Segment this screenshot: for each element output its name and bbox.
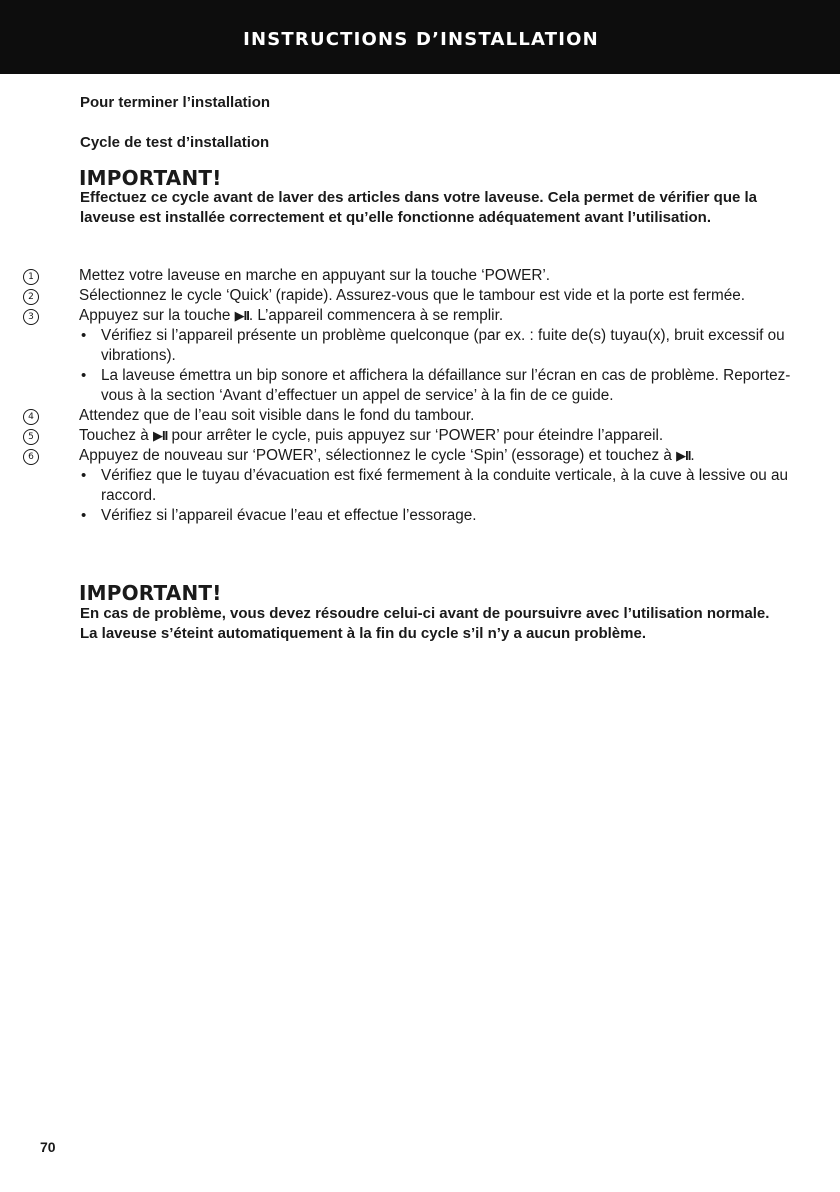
step-text: Attendez que de l’eau soit visible dans le fond du tambour. [79,407,475,424]
important-heading-1: IMPORTANT! [79,166,222,190]
bullet-text: Vérifiez que le tuyau d’évacuation est fixé fermement à la conduite verticale, à la cuve à lessive ou au raccord. [101,467,789,504]
step-1 [0,266,840,286]
important-body-2: En cas de problème, vous devez résoudre celui-ci avant de poursuivre avec l’utilisation normale. La laveuse s’éteint automatiquement à la fin du cycle s’il n’y a aucun problème. [80,605,770,642]
step-3-bullet-2 [0,366,840,406]
step-text: Appuyez de nouveau sur ‘POWER’, sélectionnez le cycle ‘Spin’ (essorage) et touchez à [79,447,677,464]
step-4 [0,406,840,426]
bullet-icon: • [81,507,87,524]
step-5 [0,426,840,446]
page-number: 70 [40,1139,56,1155]
step-text: Mettez votre laveuse en marche en appuyant sur la touche ‘POWER’. [79,267,551,284]
step-3 [0,306,840,326]
test-cycle-heading: Cycle de test d’installation [80,134,270,151]
important-body-1: Effectuez ce cycle avant de laver des articles dans votre laveuse. Cela permet de vérifier que la laveuse est installée correctement et qu’elle fonctionne adéquatement avant l’utilisation. [80,189,757,226]
step-number-1: 1 [23,269,39,285]
bullet-icon: • [81,467,87,484]
installation-steps [0,266,840,526]
step-6-bullet-1 [0,466,840,506]
step-6 [0,446,840,466]
start-pause-icon: ▶II [152,428,168,443]
finish-installation-heading: Pour terminer l’installation [80,94,271,111]
step-text: Sélectionnez le cycle ‘Quick’ (rapide). Assurez-vous que le tambour est vide et la porte est fermée. [79,287,746,304]
step-number-4: 4 [23,409,39,425]
bullet-text: La laveuse émettra un bip sonore et affichera la défaillance sur l’écran en cas de problème. Reportez-vous à la section ‘Avant d’effectuer un appel de service’ à la fin de ce guide. [101,367,791,404]
step-text: . [690,447,695,464]
step-number-2: 2 [23,289,39,305]
step-3-bullet-1 [0,326,840,366]
step-number-3: 3 [23,309,39,325]
step-number-5: 5 [23,429,39,445]
step-number-6: 6 [23,449,39,465]
page-header [0,0,840,74]
bullet-icon: • [81,327,87,344]
step-text: pour arrêter le cycle, puis appuyez sur ‘POWER’ pour éteindre l’appareil. [167,427,664,444]
step-2 [0,286,840,306]
important-heading-2: IMPORTANT! [79,581,222,605]
start-pause-icon: ▶II [676,448,691,463]
step-6-bullet-2 [0,506,840,526]
start-pause-icon: ▶II [234,308,249,323]
bullet-text: Vérifiez si l’appareil présente un problème quelconque (par ex. : fuite de(s) tuyau(x), bruit excessif ou vibrations). [101,327,785,364]
header-title: INSTRUCTIONS D’INSTALLATION [243,28,599,50]
bullet-text: Vérifiez si l’appareil évacue l’eau et effectue l’essorage. [101,507,477,524]
bullet-icon: • [81,367,87,384]
step-text: Touchez à [79,427,153,444]
step-text: Appuyez sur la touche [79,307,235,324]
step-text: . L’appareil commencera à se remplir. [248,307,504,324]
